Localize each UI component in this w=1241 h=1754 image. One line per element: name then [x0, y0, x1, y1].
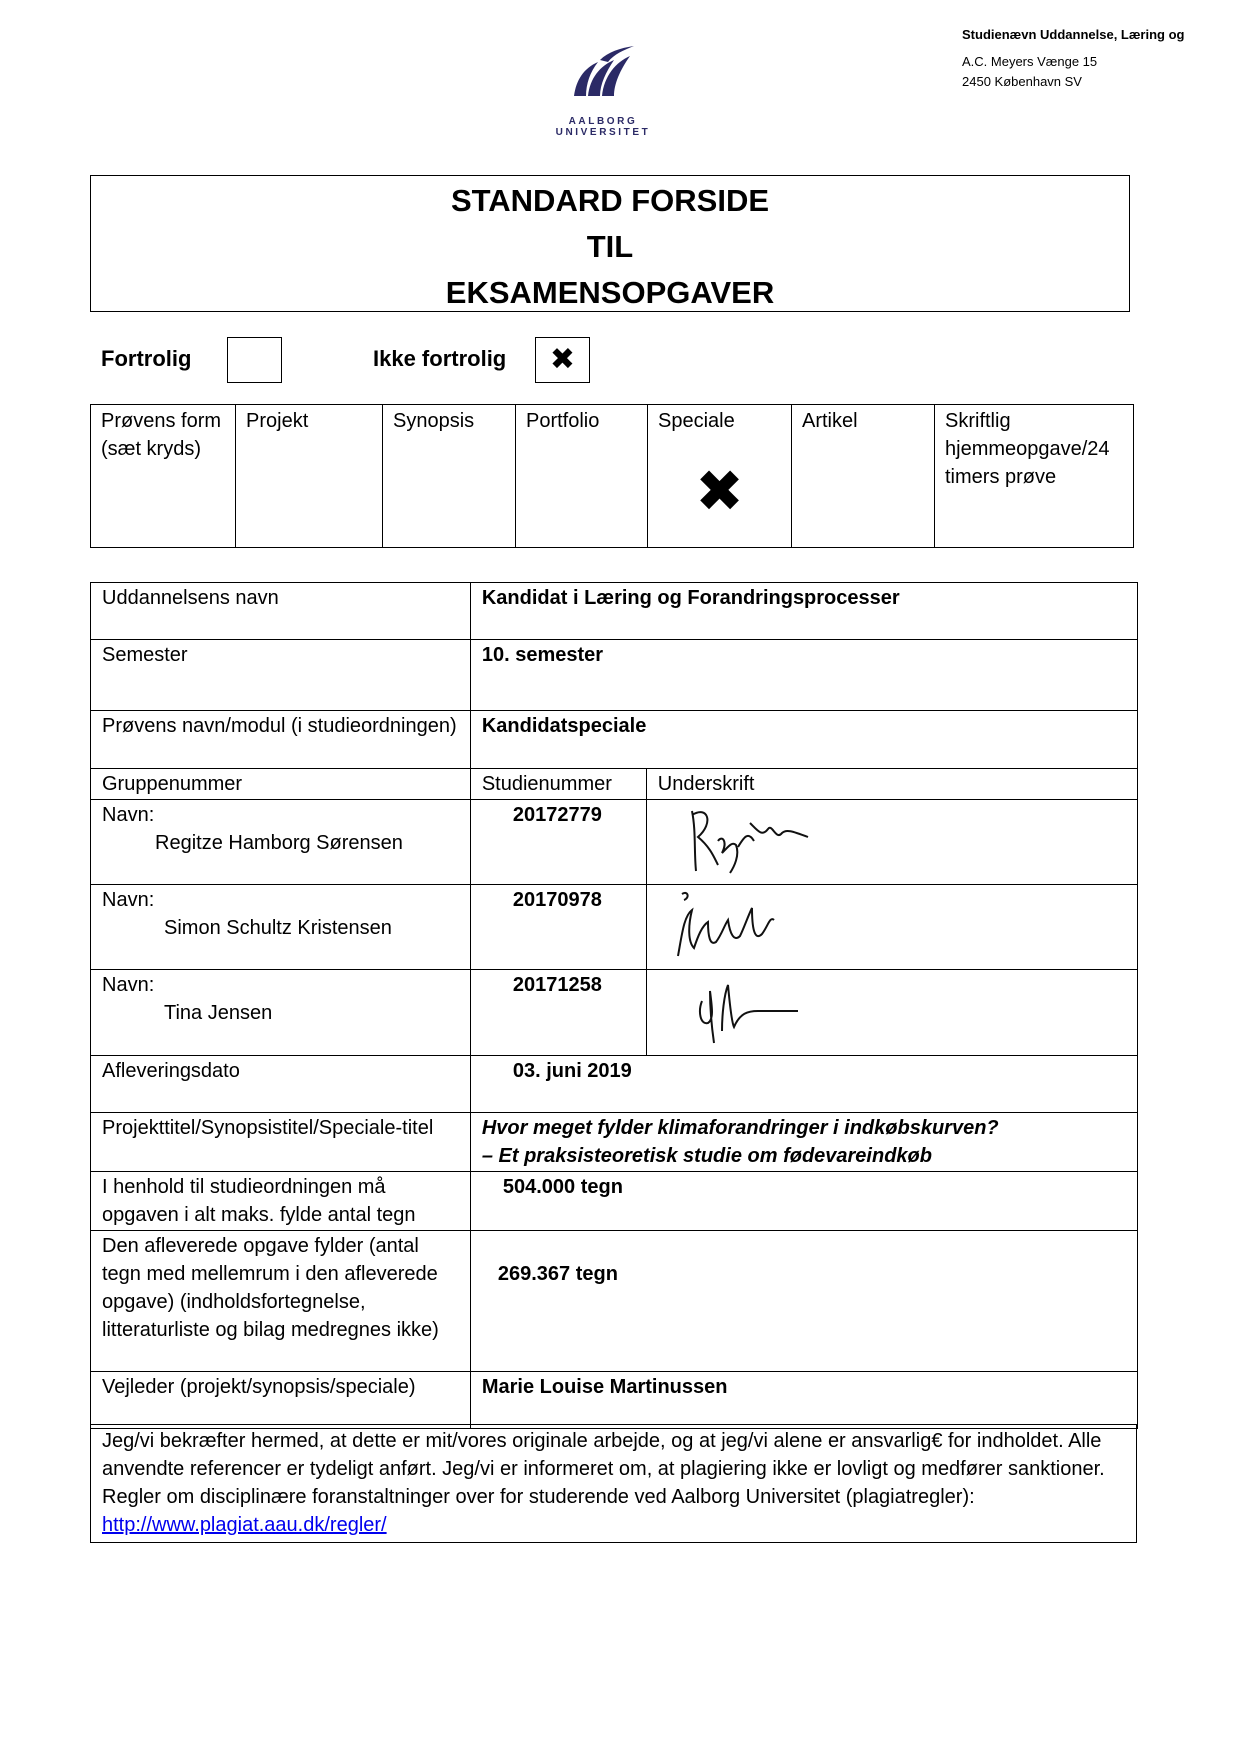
address-block: [962, 24, 1184, 92]
plagiarism-rules-link[interactable]: http://www.plagiat.aau.dk/regler/: [102, 1514, 387, 1536]
semester-value: 10. semester: [470, 640, 1137, 711]
thesis-title-label: Projekttitel/Synopsistitel/Speciale-titel: [91, 1113, 471, 1172]
semester-label: Semester: [91, 640, 471, 711]
confidential-label: Fortrolig: [101, 346, 192, 371]
cross-icon: ✖: [549, 342, 576, 377]
student-name-cell: [91, 800, 471, 885]
student-name: Tina Jensen: [164, 1002, 273, 1024]
title-line-2: TIL: [586, 229, 634, 264]
option-label: Artikel: [802, 410, 858, 432]
not-confidential-label: Ikke fortrolig: [373, 346, 507, 371]
student-number: 20171258: [470, 970, 646, 1056]
student-number: 20170978: [470, 885, 646, 970]
not-confidential-checkbox[interactable]: [535, 337, 590, 383]
student-name-cell: [91, 970, 471, 1056]
name-label: Navn:: [102, 804, 155, 826]
signature-icon: [658, 801, 828, 879]
student-name: Simon Schultz Kristensen: [164, 917, 392, 939]
address-line-2: 2450 København SV: [962, 74, 1082, 89]
student-number: 20172779: [470, 800, 646, 885]
actual-chars-value: 269.367 tegn: [470, 1231, 1137, 1372]
address-title: Studienævn Uddannelse, Læring og: [962, 27, 1185, 42]
actual-chars-label: Den afleverede opgave fylder (antal tegn med mellemrum i den afleverede opgave) (indholdsfortegnelse, litteraturliste og bilag medregnes ikke): [91, 1231, 471, 1372]
thesis-title-line-2: – Et praksisteoretisk studie om fødevareindkøb: [481, 1145, 932, 1167]
option-label: Skriftlig hjemmeopgave/24 timers prøve: [945, 410, 1110, 488]
option-label: Speciale: [658, 410, 735, 432]
exam-form-option-projekt[interactable]: [236, 405, 383, 548]
max-chars-label: I henhold til studieordningen må opgaven i alt maks. fylde antal tegn: [91, 1172, 471, 1231]
exam-form-option-speciale[interactable]: [648, 405, 792, 548]
student-number-header: Studienummer: [470, 769, 646, 800]
exam-name-label: Prøvens navn/modul (i studieordningen): [91, 711, 471, 769]
confidential-checkbox[interactable]: [227, 337, 282, 383]
delivery-date-label: Afleveringsdato: [91, 1056, 471, 1113]
supervisor-value: Marie Louise Martinussen: [470, 1372, 1137, 1429]
max-chars-value: 504.000 tegn: [470, 1172, 1137, 1231]
exam-form-table: [90, 404, 1134, 548]
cross-icon: ✖: [695, 457, 744, 525]
name-label: Navn:: [102, 889, 155, 911]
title-line-3: EKSAMENSOPGAVER: [445, 275, 775, 310]
option-label: Synopsis: [393, 410, 475, 432]
education-label: Uddannelsens navn: [91, 583, 471, 640]
group-number-label: Gruppenummer: [91, 769, 471, 800]
signature-cell: [646, 800, 1137, 885]
name-label: Navn:: [102, 974, 155, 996]
exam-form-option-skriftlig[interactable]: [935, 405, 1134, 548]
university-name: AALBORG UNIVERSITET: [555, 116, 651, 138]
declaration-text: Jeg/vi bekræfter hermed, at dette er mit/vores originale arbejde, og at jeg/vi alene er ansvarlig€ for indholdet. Alle anvendte referencer er tydeligt anført. Jeg/vi er informeret om, at plagiering ikke er lovligt og medfører sanktioner. Regler om disciplinære foranstaltninger over for studerende ved Aalborg Universitet (plagiatregler):: [102, 1430, 1105, 1508]
declaration-box: [90, 1424, 1137, 1543]
info-table: [90, 582, 1138, 1429]
option-label: Portfolio: [526, 410, 600, 432]
signature-header: Underskrift: [646, 769, 1137, 800]
student-name: Regitze Hamborg Sørensen: [155, 832, 403, 854]
signature-icon: [658, 886, 828, 964]
exam-form-header: Prøvens form (sæt kryds): [91, 405, 236, 548]
exam-form-option-artikel[interactable]: [792, 405, 935, 548]
signature-cell: [646, 885, 1137, 970]
signature-icon: [658, 971, 828, 1049]
exam-name-value: Kandidatspeciale: [470, 711, 1137, 769]
delivery-date-value: 03. juni 2019: [470, 1056, 1137, 1113]
signature-cell: [646, 970, 1137, 1056]
supervisor-label: Vejleder (projekt/synopsis/speciale): [91, 1372, 471, 1429]
thesis-title-value: [470, 1113, 1137, 1172]
student-name-cell: [91, 885, 471, 970]
exam-form-option-portfolio[interactable]: [516, 405, 648, 548]
education-value: Kandidat i Læring og Forandringsprocesser: [470, 583, 1137, 640]
address-line-1: A.C. Meyers Vænge 15: [962, 54, 1098, 69]
title-box: [90, 175, 1130, 312]
option-label: Projekt: [246, 410, 309, 432]
exam-form-option-synopsis[interactable]: [383, 405, 516, 548]
thesis-title-line-1: Hvor meget fylder klimaforandringer i indkøbskurven?: [481, 1117, 999, 1139]
title-line-1: STANDARD FORSIDE: [450, 183, 770, 218]
